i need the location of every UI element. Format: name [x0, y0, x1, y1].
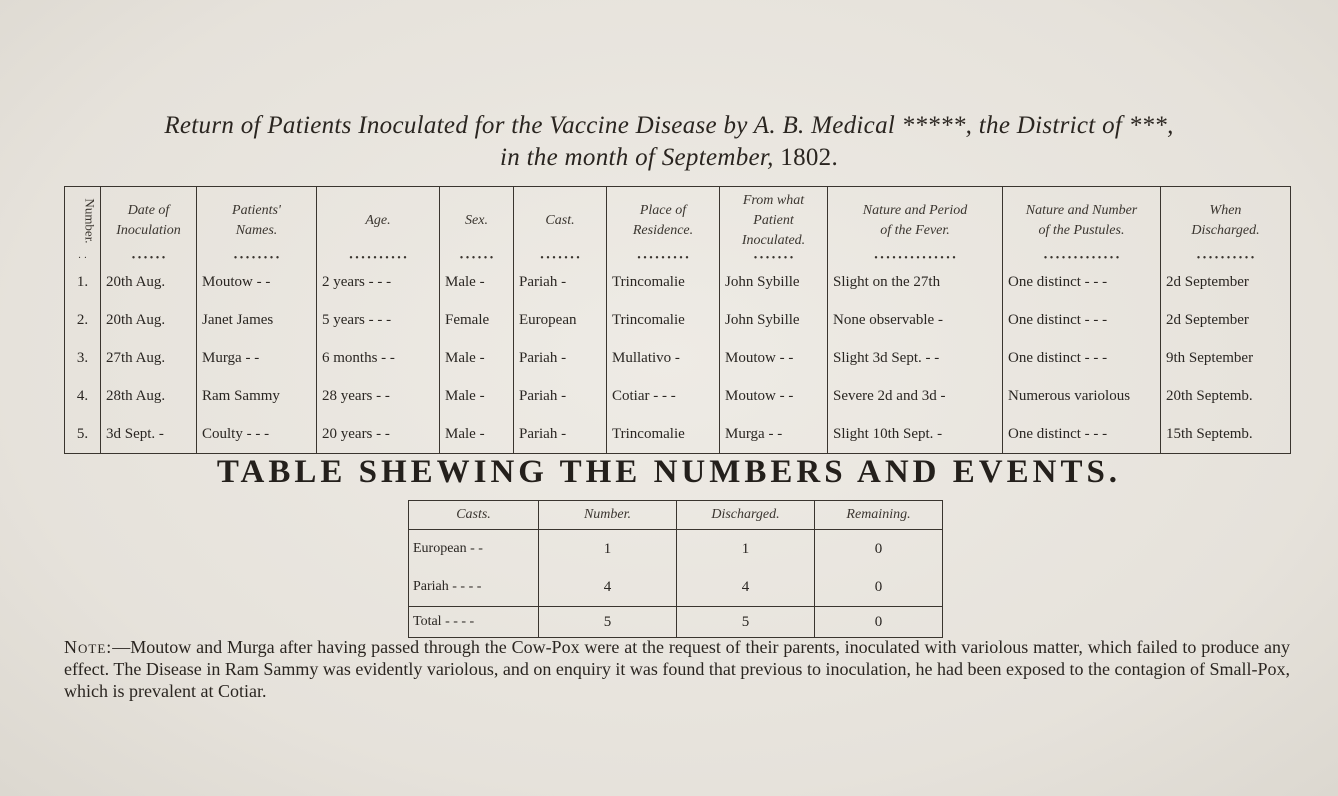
- cell-residence: Trincomalie: [607, 301, 720, 339]
- cell-name: Murga - -: [197, 339, 317, 377]
- header-discharged: Discharged.: [677, 501, 815, 530]
- cell-date: 27th Aug.: [101, 339, 197, 377]
- cell-age: 6 months - -: [317, 339, 440, 377]
- summary-header-row: [409, 501, 943, 530]
- table-row: [65, 263, 1291, 301]
- cell-sex: Female: [440, 301, 514, 339]
- cell-age: 20 years - -: [317, 415, 440, 454]
- cell-residence: Trincomalie: [607, 415, 720, 454]
- header-number: Number.: [65, 187, 101, 256]
- header-names: Patients' Names.: [197, 187, 317, 256]
- cell-residence: Mullativo -: [607, 339, 720, 377]
- cell-pustules: One distinct - - -: [1003, 301, 1161, 339]
- patients-table-header-row: [65, 187, 1291, 256]
- document-title-line-1: Return of Patients Inoculated for the Vaccine Disease by A. B. Medical *****, the District of ***,: [164, 112, 1174, 139]
- cell-total-remaining: 0: [815, 607, 943, 638]
- cell-age: 28 years - -: [317, 377, 440, 415]
- cell-sex: Male -: [440, 339, 514, 377]
- cell-residence: Cotiar - - -: [607, 377, 720, 415]
- header-fever: Nature and Period of the Fever.: [828, 187, 1003, 256]
- title-month-text: in the month of September,: [499, 144, 774, 171]
- cell-number: 4: [539, 568, 677, 607]
- header-date: Date of Inoculation: [101, 187, 197, 256]
- cell-fever: Slight on the 27th: [828, 263, 1003, 301]
- cell-pustules: One distinct - - -: [1003, 263, 1161, 301]
- cell-from-patient: John Sybille: [720, 301, 828, 339]
- cell-discharged: 15th Septemb.: [1161, 415, 1291, 454]
- cell-cast: Pariah - - - -: [409, 568, 539, 607]
- cell-pustules: One distinct - - -: [1003, 415, 1161, 454]
- cell-pustules: One distinct - - -: [1003, 339, 1161, 377]
- header-sex: Sex.: [440, 187, 514, 256]
- cell-total-number: 5: [539, 607, 677, 638]
- cell-discharged: 2d September: [1161, 263, 1291, 301]
- cell-total-discharged: 5: [677, 607, 815, 638]
- cell-date: 28th Aug.: [101, 377, 197, 415]
- header-casts: Casts.: [409, 501, 539, 530]
- header-number: Number.: [539, 501, 677, 530]
- cell-cast: European: [514, 301, 607, 339]
- cell-remaining: 0: [815, 568, 943, 607]
- cell-from-patient: Moutow - -: [720, 339, 828, 377]
- header-residence: Place of Residence.: [607, 187, 720, 256]
- cell-cast: Pariah -: [514, 415, 607, 454]
- cell-cast: Pariah -: [514, 377, 607, 415]
- cell-date: 20th Aug.: [101, 263, 197, 301]
- cell-fever: Slight 10th Sept. -: [828, 415, 1003, 454]
- header-remaining: Remaining.: [815, 501, 943, 530]
- cell-number: 1: [539, 530, 677, 569]
- cell-cast: Pariah -: [514, 339, 607, 377]
- cell-cast: European - -: [409, 530, 539, 569]
- cell-number: 3.: [65, 339, 101, 377]
- cell-sex: Male -: [440, 415, 514, 454]
- cell-discharged: 20th Septemb.: [1161, 377, 1291, 415]
- summary-total-row: [409, 607, 943, 638]
- table-row: [65, 301, 1291, 339]
- cell-name: Janet James: [197, 301, 317, 339]
- cell-name: Moutow - -: [197, 263, 317, 301]
- note-paragraph: [64, 636, 1290, 702]
- cell-from-patient: Murga - -: [720, 415, 828, 454]
- note-text: —Moutow and Murga after having passed through the Cow-Pox were at the request of their parents, inoculated with variolous matter, which failed to produce any effect. The Disease in Ram Sammy was evidently variolous, and on enquiry it was found that previous to inoculation, he had been exposed to the contagion of Small-Pox, which is prevalent at Cotiar.: [64, 637, 1290, 701]
- note-lead: Note:: [64, 637, 113, 657]
- cell-cast: Pariah -: [514, 263, 607, 301]
- header-cast: Cast.: [514, 187, 607, 256]
- cell-number: 4.: [65, 377, 101, 415]
- header-discharged: When Discharged.: [1161, 187, 1291, 256]
- patients-table: [64, 186, 1291, 454]
- cell-fever: Slight 3d Sept. - -: [828, 339, 1003, 377]
- table-row: [65, 339, 1291, 377]
- summary-heading: TABLE SHEWING THE NUMBERS AND EVENTS.: [216, 454, 1122, 490]
- cell-number: 1.: [65, 263, 101, 301]
- header-from-patient: From what Patient Inoculated.: [720, 187, 828, 256]
- table-row: [65, 415, 1291, 454]
- cell-remaining: 0: [815, 530, 943, 569]
- document-title-line-2: [0, 144, 1338, 172]
- summary-table: [408, 500, 943, 638]
- cell-fever: None observable -: [828, 301, 1003, 339]
- cell-fever: Severe 2d and 3d -: [828, 377, 1003, 415]
- summary-row: [409, 568, 943, 607]
- cell-sex: Male -: [440, 263, 514, 301]
- table-row: [65, 377, 1291, 415]
- cell-discharged: 2d September: [1161, 301, 1291, 339]
- cell-name: Coulty - - -: [197, 415, 317, 454]
- cell-from-patient: John Sybille: [720, 263, 828, 301]
- header-age: Age.: [317, 187, 440, 256]
- dotted-rule-row: · · • • • • • • • • • • • • • • • • • • • • • • • • • • • • • • • • • • • • • • • • • • • • • • • • • • • • • • • • • • • • • • • • • • • • • • • • • • • • • • • • • • • • • • • • • •: [65, 255, 1291, 263]
- cell-date: 3d Sept. -: [101, 415, 197, 454]
- cell-discharged: 9th September: [1161, 339, 1291, 377]
- cell-number: 5.: [65, 415, 101, 454]
- title-year: 1802.: [780, 144, 839, 171]
- cell-age: 2 years - - -: [317, 263, 440, 301]
- cell-from-patient: Moutow - -: [720, 377, 828, 415]
- cell-discharged: 4: [677, 568, 815, 607]
- cell-date: 20th Aug.: [101, 301, 197, 339]
- cell-residence: Trincomalie: [607, 263, 720, 301]
- cell-sex: Male -: [440, 377, 514, 415]
- cell-pustules: Numerous variolous: [1003, 377, 1161, 415]
- cell-age: 5 years - - -: [317, 301, 440, 339]
- cell-number: 2.: [65, 301, 101, 339]
- cell-discharged: 1: [677, 530, 815, 569]
- header-pustules: Nature and Number of the Pustules.: [1003, 187, 1161, 256]
- summary-row: [409, 530, 943, 569]
- cell-name: Ram Sammy: [197, 377, 317, 415]
- cell-total-label: Total - - - -: [409, 607, 539, 638]
